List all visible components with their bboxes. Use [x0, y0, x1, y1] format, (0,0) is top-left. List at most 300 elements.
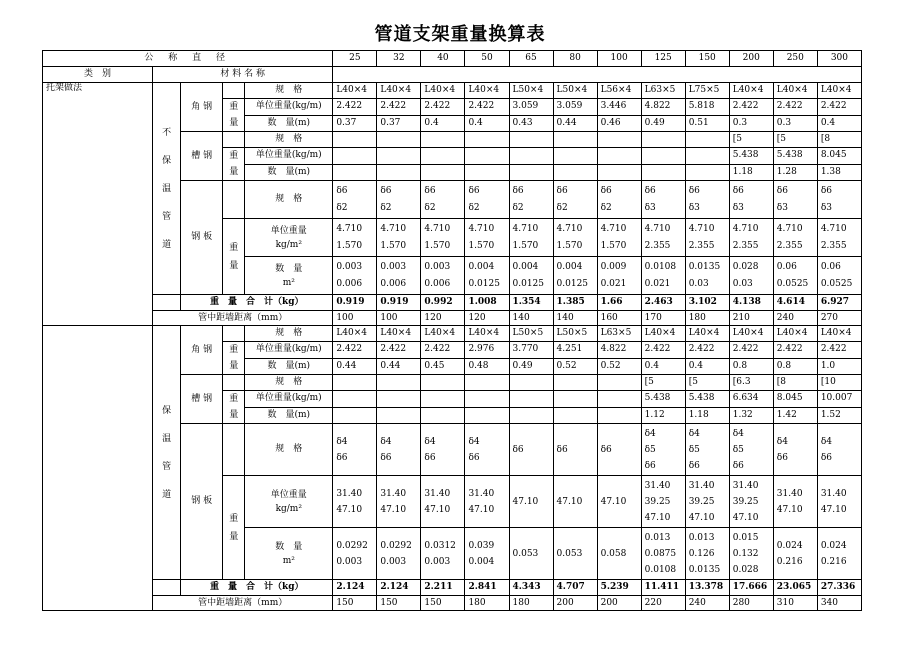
spec-value: [465, 132, 509, 148]
spec-value: L40×4: [421, 326, 465, 342]
quantity-value: [465, 407, 509, 424]
quantity-label: 数 量(m): [245, 407, 333, 424]
quantity-value: 0.48: [465, 358, 509, 375]
quantity-value: 0.0108 0.021: [641, 257, 685, 295]
spec-value: [10: [817, 375, 861, 391]
unit-weight-value: 4.822: [597, 342, 641, 359]
spec-value: L50×5: [509, 326, 553, 342]
spec-value: δ4 δ6: [465, 424, 509, 476]
unit-weight-value: [553, 148, 597, 165]
table-row: [43, 295, 862, 311]
quantity-value: 0.4: [421, 115, 465, 132]
quantity-value: 0.3: [729, 115, 773, 132]
unit-weight-value: [333, 391, 377, 408]
unit-weight-value: 2.422: [421, 342, 465, 359]
spec-value: δ6 δ3: [641, 181, 685, 219]
quantity-value: [509, 164, 553, 181]
quantity-value: 0.8: [729, 358, 773, 375]
spec-label: 规 格: [245, 424, 333, 476]
quantity-value: [553, 164, 597, 181]
total-weight-value: 3.102: [685, 295, 729, 311]
section-label: 不 保 温 管 道: [153, 83, 181, 295]
unit-weight-value: 2.422: [465, 99, 509, 116]
weight-conversion-table: [42, 50, 862, 611]
spec-value: [5: [685, 375, 729, 391]
spec-value: δ6: [509, 424, 553, 476]
quantity-value: 0.3: [773, 115, 817, 132]
quantity-value: 0.0292 0.003: [377, 528, 421, 580]
total-weight-value: 0.992: [421, 295, 465, 311]
table-row: [43, 51, 862, 67]
quantity-value: 0.004 0.0125: [465, 257, 509, 295]
table-cell: [223, 132, 245, 148]
unit-weight-value: [597, 148, 641, 165]
quantity-value: 0.009 0.021: [597, 257, 641, 295]
unit-weight-value: [333, 148, 377, 165]
distance-value: 340: [817, 596, 861, 611]
spec-value: L63×5: [641, 83, 685, 99]
distance-value: 200: [553, 596, 597, 611]
quantity-value: 1.18: [685, 407, 729, 424]
table-cell: [223, 326, 245, 342]
header-material-name: 材 料 名 称: [153, 67, 333, 83]
spec-value: [5: [773, 132, 817, 148]
quantity-value: 1.0: [817, 358, 861, 375]
distance-value: 140: [553, 311, 597, 326]
quantity-value: 1.28: [773, 164, 817, 181]
quantity-value: [553, 407, 597, 424]
quantity-value: 0.44: [553, 115, 597, 132]
header-diameter: 40: [421, 51, 465, 67]
unit-weight-value: 8.045: [773, 391, 817, 408]
section-label: 保 温 管 道: [153, 326, 181, 580]
quantity-value: 0.45: [421, 358, 465, 375]
spec-value: L40×4: [333, 83, 377, 99]
unit-weight-label: 单位重量(kg/m): [245, 342, 333, 359]
distance-value: 280: [729, 596, 773, 611]
unit-weight-value: 4.710 1.570: [333, 219, 377, 257]
spec-value: L40×4: [641, 326, 685, 342]
spec-value: δ4 δ5 δ6: [641, 424, 685, 476]
unit-weight-value: 31.40 39.25 47.10: [729, 476, 773, 528]
quantity-value: [465, 164, 509, 181]
unit-weight-label: 单位重量(kg/m): [245, 99, 333, 116]
total-weight-value: 13.378: [685, 580, 729, 596]
table-row: [43, 326, 862, 342]
spec-value: [509, 132, 553, 148]
unit-weight-value: 4.710 1.570: [509, 219, 553, 257]
spec-value: [377, 375, 421, 391]
spec-value: L40×4: [377, 326, 421, 342]
spec-value: δ4 δ6: [773, 424, 817, 476]
unit-weight-value: 31.40 47.10: [377, 476, 421, 528]
total-weight-value: 2.124: [333, 580, 377, 596]
unit-weight-value: 4.710 1.570: [421, 219, 465, 257]
distance-value: 150: [377, 596, 421, 611]
quantity-value: 0.028 0.03: [729, 257, 773, 295]
total-weight-value: 2.211: [421, 580, 465, 596]
spec-value: δ6 δ3: [729, 181, 773, 219]
spec-label: 规 格: [245, 132, 333, 148]
unit-weight-value: 2.422: [685, 342, 729, 359]
total-weight-value: 4.614: [773, 295, 817, 311]
total-weight-value: 5.239: [597, 580, 641, 596]
weight-label: 重 量: [223, 219, 245, 295]
unit-weight-value: 47.10: [597, 476, 641, 528]
spec-value: δ6 δ2: [509, 181, 553, 219]
unit-weight-value: [641, 148, 685, 165]
unit-weight-value: 2.422: [773, 342, 817, 359]
unit-weight-value: 31.40 39.25 47.10: [641, 476, 685, 528]
quantity-value: 0.013 0.0875 0.0108: [641, 528, 685, 580]
unit-weight-value: 4.710 1.570: [377, 219, 421, 257]
table-cell: [43, 326, 153, 611]
unit-weight-label: 单位重量(kg/m): [245, 148, 333, 165]
quantity-value: [641, 164, 685, 181]
spec-value: δ4 δ6: [421, 424, 465, 476]
table-row: [43, 67, 862, 83]
unit-weight-value: 8.045: [817, 148, 861, 165]
total-weight-value: 0.919: [377, 295, 421, 311]
quantity-label: 数 量 m²: [245, 257, 333, 295]
quantity-value: 0.4: [641, 358, 685, 375]
unit-weight-value: 5.438: [729, 148, 773, 165]
distance-value: 120: [465, 311, 509, 326]
distance-value: 150: [421, 596, 465, 611]
unit-weight-value: 5.438: [773, 148, 817, 165]
spec-value: δ4 δ6: [377, 424, 421, 476]
unit-weight-value: 10.007: [817, 391, 861, 408]
total-weight-value: 2.841: [465, 580, 509, 596]
quantity-value: 0.004 0.0125: [553, 257, 597, 295]
page-title: 管道支架重量换算表: [374, 24, 546, 45]
distance-value: 240: [685, 596, 729, 611]
spec-value: δ6 δ3: [773, 181, 817, 219]
header-category: 类 别: [43, 67, 153, 83]
spec-value: L40×4: [465, 83, 509, 99]
unit-weight-value: 3.770: [509, 342, 553, 359]
unit-weight-value: [509, 148, 553, 165]
quantity-value: 0.003 0.006: [377, 257, 421, 295]
unit-weight-value: [509, 391, 553, 408]
quantity-value: 1.32: [729, 407, 773, 424]
unit-weight-value: 2.976: [465, 342, 509, 359]
spec-value: [6.3: [729, 375, 773, 391]
quantity-value: 0.43: [509, 115, 553, 132]
unit-weight-value: 31.40 39.25 47.10: [685, 476, 729, 528]
quantity-value: 1.38: [817, 164, 861, 181]
unit-weight-value: [421, 391, 465, 408]
quantity-value: 0.024 0.216: [773, 528, 817, 580]
spec-value: δ6: [553, 424, 597, 476]
quantity-value: [421, 164, 465, 181]
spec-value: δ6 δ2: [597, 181, 641, 219]
spec-value: [5: [641, 375, 685, 391]
unit-weight-value: [421, 148, 465, 165]
spec-value: L40×4: [729, 326, 773, 342]
unit-weight-value: 4.710 2.355: [729, 219, 773, 257]
spec-value: L40×4: [685, 326, 729, 342]
unit-weight-value: 3.059: [509, 99, 553, 116]
unit-weight-value: 4.710 1.570: [465, 219, 509, 257]
quantity-value: 0.46: [597, 115, 641, 132]
distance-label: 管中距墙距离（mm）: [153, 311, 333, 326]
quantity-value: 0.053: [553, 528, 597, 580]
spec-value: [8: [773, 375, 817, 391]
spec-value: L63×5: [597, 326, 641, 342]
spec-value: δ6 δ2: [421, 181, 465, 219]
quantity-value: [377, 407, 421, 424]
spec-value: δ6 δ3: [685, 181, 729, 219]
quantity-value: 0.004 0.0125: [509, 257, 553, 295]
unit-weight-label: 单位重量 kg/m²: [245, 476, 333, 528]
unit-weight-value: 31.40 47.10: [465, 476, 509, 528]
quantity-value: 0.4: [465, 115, 509, 132]
header-diameter: 32: [377, 51, 421, 67]
quantity-value: [685, 164, 729, 181]
quantity-label: 数 量(m): [245, 358, 333, 375]
unit-weight-value: 2.422: [333, 99, 377, 116]
unit-weight-value: 31.40 47.10: [817, 476, 861, 528]
unit-weight-value: 2.422: [729, 99, 773, 116]
unit-weight-value: 5.438: [685, 391, 729, 408]
unit-weight-value: 3.446: [597, 99, 641, 116]
header-diameter: 100: [597, 51, 641, 67]
spec-value: δ6 δ2: [333, 181, 377, 219]
distance-value: 140: [509, 311, 553, 326]
header-diameter: 65: [509, 51, 553, 67]
unit-weight-value: 2.422: [641, 342, 685, 359]
unit-weight-value: 5.438: [641, 391, 685, 408]
header-diameter: 300: [817, 51, 861, 67]
quantity-value: 0.06 0.0525: [817, 257, 861, 295]
unit-weight-value: 2.422: [421, 99, 465, 116]
quantity-value: 0.013 0.126 0.0135: [685, 528, 729, 580]
material-steel-plate: 钢 板: [181, 181, 223, 295]
header-diameter: 50: [465, 51, 509, 67]
distance-value: 150: [333, 596, 377, 611]
quantity-value: [597, 407, 641, 424]
spec-value: L56×4: [597, 83, 641, 99]
distance-value: 180: [509, 596, 553, 611]
spec-value: [597, 375, 641, 391]
unit-weight-value: 31.40 47.10: [421, 476, 465, 528]
table-cell: [223, 375, 245, 391]
distance-value: 180: [465, 596, 509, 611]
quantity-value: 0.4: [817, 115, 861, 132]
spec-value: δ4 δ5 δ6: [729, 424, 773, 476]
total-weight-value: 6.927: [817, 295, 861, 311]
spec-value: [5: [729, 132, 773, 148]
quantity-value: 0.8: [773, 358, 817, 375]
unit-weight-value: 31.40 47.10: [773, 476, 817, 528]
distance-value: 180: [685, 311, 729, 326]
unit-weight-value: [465, 148, 509, 165]
quantity-value: [597, 164, 641, 181]
total-weight-value: 27.336: [817, 580, 861, 596]
header-diameter: 125: [641, 51, 685, 67]
distance-value: 270: [817, 311, 861, 326]
material-steel-plate: 钢 板: [181, 424, 223, 580]
spec-value: [8: [817, 132, 861, 148]
quantity-value: [421, 407, 465, 424]
unit-weight-value: [553, 391, 597, 408]
total-weight-label: 重 量 合 计（kg）: [181, 295, 333, 311]
spec-value: L40×4: [465, 326, 509, 342]
quantity-value: 0.053: [509, 528, 553, 580]
quantity-value: 0.0312 0.003: [421, 528, 465, 580]
unit-weight-value: 2.422: [817, 99, 861, 116]
table-row: [43, 596, 862, 611]
unit-weight-value: 4.710 2.355: [641, 219, 685, 257]
quantity-value: [333, 407, 377, 424]
total-weight-value: 23.065: [773, 580, 817, 596]
total-weight-value: 2.463: [641, 295, 685, 311]
spec-value: δ6: [597, 424, 641, 476]
header-diameter: 25: [333, 51, 377, 67]
unit-weight-value: 4.710 2.355: [773, 219, 817, 257]
table-row: [43, 580, 862, 596]
table-row: [43, 311, 862, 326]
spec-value: [641, 132, 685, 148]
spec-value: L40×4: [377, 83, 421, 99]
distance-value: 160: [597, 311, 641, 326]
spec-value: δ6 δ2: [553, 181, 597, 219]
spec-value: L40×4: [817, 326, 861, 342]
header-nominal-diameter: 公 称 直 径: [43, 51, 333, 67]
unit-weight-value: [685, 148, 729, 165]
unit-weight-value: 2.422: [773, 99, 817, 116]
spec-value: L40×4: [333, 326, 377, 342]
total-weight-label: 重 量 合 计（kg）: [181, 580, 333, 596]
total-weight-value: 0.919: [333, 295, 377, 311]
spec-value: [421, 132, 465, 148]
distance-value: 170: [641, 311, 685, 326]
spec-value: [597, 132, 641, 148]
header-diameter: 150: [685, 51, 729, 67]
unit-weight-value: 4.710 2.355: [685, 219, 729, 257]
total-weight-value: 4.138: [729, 295, 773, 311]
unit-weight-value: 2.422: [817, 342, 861, 359]
total-weight-value: 4.343: [509, 580, 553, 596]
table-cell: [333, 67, 862, 83]
quantity-label: 数 量(m): [245, 164, 333, 181]
unit-weight-value: 3.059: [553, 99, 597, 116]
distance-value: 210: [729, 311, 773, 326]
unit-weight-value: 2.422: [333, 342, 377, 359]
total-weight-value: 11.411: [641, 580, 685, 596]
spec-label: 规 格: [245, 181, 333, 219]
material-angle-steel: 角 钢: [181, 83, 223, 132]
unit-weight-value: [377, 148, 421, 165]
spec-value: δ4 δ6: [333, 424, 377, 476]
spec-value: δ4 δ5 δ6: [685, 424, 729, 476]
quantity-value: 0.52: [553, 358, 597, 375]
weight-label: 重 量: [223, 99, 245, 132]
distance-value: 100: [377, 311, 421, 326]
unit-weight-value: 5.818: [685, 99, 729, 116]
total-weight-value: 1.008: [465, 295, 509, 311]
unit-weight-value: [597, 391, 641, 408]
spec-label: 规 格: [245, 326, 333, 342]
header-diameter: 250: [773, 51, 817, 67]
spec-value: [685, 132, 729, 148]
quantity-value: 0.37: [333, 115, 377, 132]
material-angle-steel: 角 钢: [181, 326, 223, 375]
unit-weight-value: 2.422: [729, 342, 773, 359]
table-cell: [153, 580, 181, 596]
unit-weight-value: 4.710 1.570: [597, 219, 641, 257]
spec-value: L40×4: [773, 326, 817, 342]
spec-label: 规 格: [245, 375, 333, 391]
header-diameter: 200: [729, 51, 773, 67]
spec-label: 规 格: [245, 83, 333, 99]
quantity-value: 1.18: [729, 164, 773, 181]
unit-weight-value: [465, 391, 509, 408]
method-label: 托架做法: [43, 83, 153, 326]
unit-weight-value: 6.634: [729, 391, 773, 408]
spec-value: [465, 375, 509, 391]
unit-weight-value: 4.710 2.355: [817, 219, 861, 257]
distance-value: 200: [597, 596, 641, 611]
distance-value: 310: [773, 596, 817, 611]
unit-weight-label: 单位重量 kg/m²: [245, 219, 333, 257]
table-cell: [223, 181, 245, 219]
total-weight-value: 2.124: [377, 580, 421, 596]
weight-label: 重 量: [223, 148, 245, 181]
unit-weight-value: 2.422: [377, 99, 421, 116]
total-weight-value: 4.707: [553, 580, 597, 596]
material-channel-steel: 槽 钢: [181, 375, 223, 424]
unit-weight-value: 4.710 1.570: [553, 219, 597, 257]
quantity-value: [509, 407, 553, 424]
total-weight-value: 17.666: [729, 580, 773, 596]
unit-weight-value: 47.10: [509, 476, 553, 528]
quantity-value: 0.0292 0.003: [333, 528, 377, 580]
quantity-value: 0.024 0.216: [817, 528, 861, 580]
quantity-value: 0.4: [685, 358, 729, 375]
quantity-value: 0.44: [377, 358, 421, 375]
spec-value: [421, 375, 465, 391]
unit-weight-value: 47.10: [553, 476, 597, 528]
table-cell: [223, 83, 245, 99]
weight-label: 重 量: [223, 476, 245, 580]
quantity-value: 0.039 0.004: [465, 528, 509, 580]
spec-value: L75×5: [685, 83, 729, 99]
weight-label: 重 量: [223, 391, 245, 424]
quantity-value: 0.058: [597, 528, 641, 580]
quantity-value: 0.44: [333, 358, 377, 375]
spec-value: [553, 375, 597, 391]
spec-value: L40×4: [729, 83, 773, 99]
distance-label: 管中距墙距离（mm）: [153, 596, 333, 611]
spec-value: [553, 132, 597, 148]
spec-value: L40×4: [817, 83, 861, 99]
unit-weight-value: [377, 391, 421, 408]
quantity-value: 0.52: [597, 358, 641, 375]
spec-value: δ6 δ2: [377, 181, 421, 219]
weight-label: 重 量: [223, 342, 245, 375]
material-channel-steel: 槽 钢: [181, 132, 223, 181]
spec-value: L50×4: [553, 83, 597, 99]
spec-value: [333, 132, 377, 148]
quantity-label: 数 量 m²: [245, 528, 333, 580]
distance-value: 240: [773, 311, 817, 326]
spec-value: δ6 δ3: [817, 181, 861, 219]
quantity-value: 0.003 0.006: [421, 257, 465, 295]
quantity-value: 0.49: [509, 358, 553, 375]
spec-value: [333, 375, 377, 391]
